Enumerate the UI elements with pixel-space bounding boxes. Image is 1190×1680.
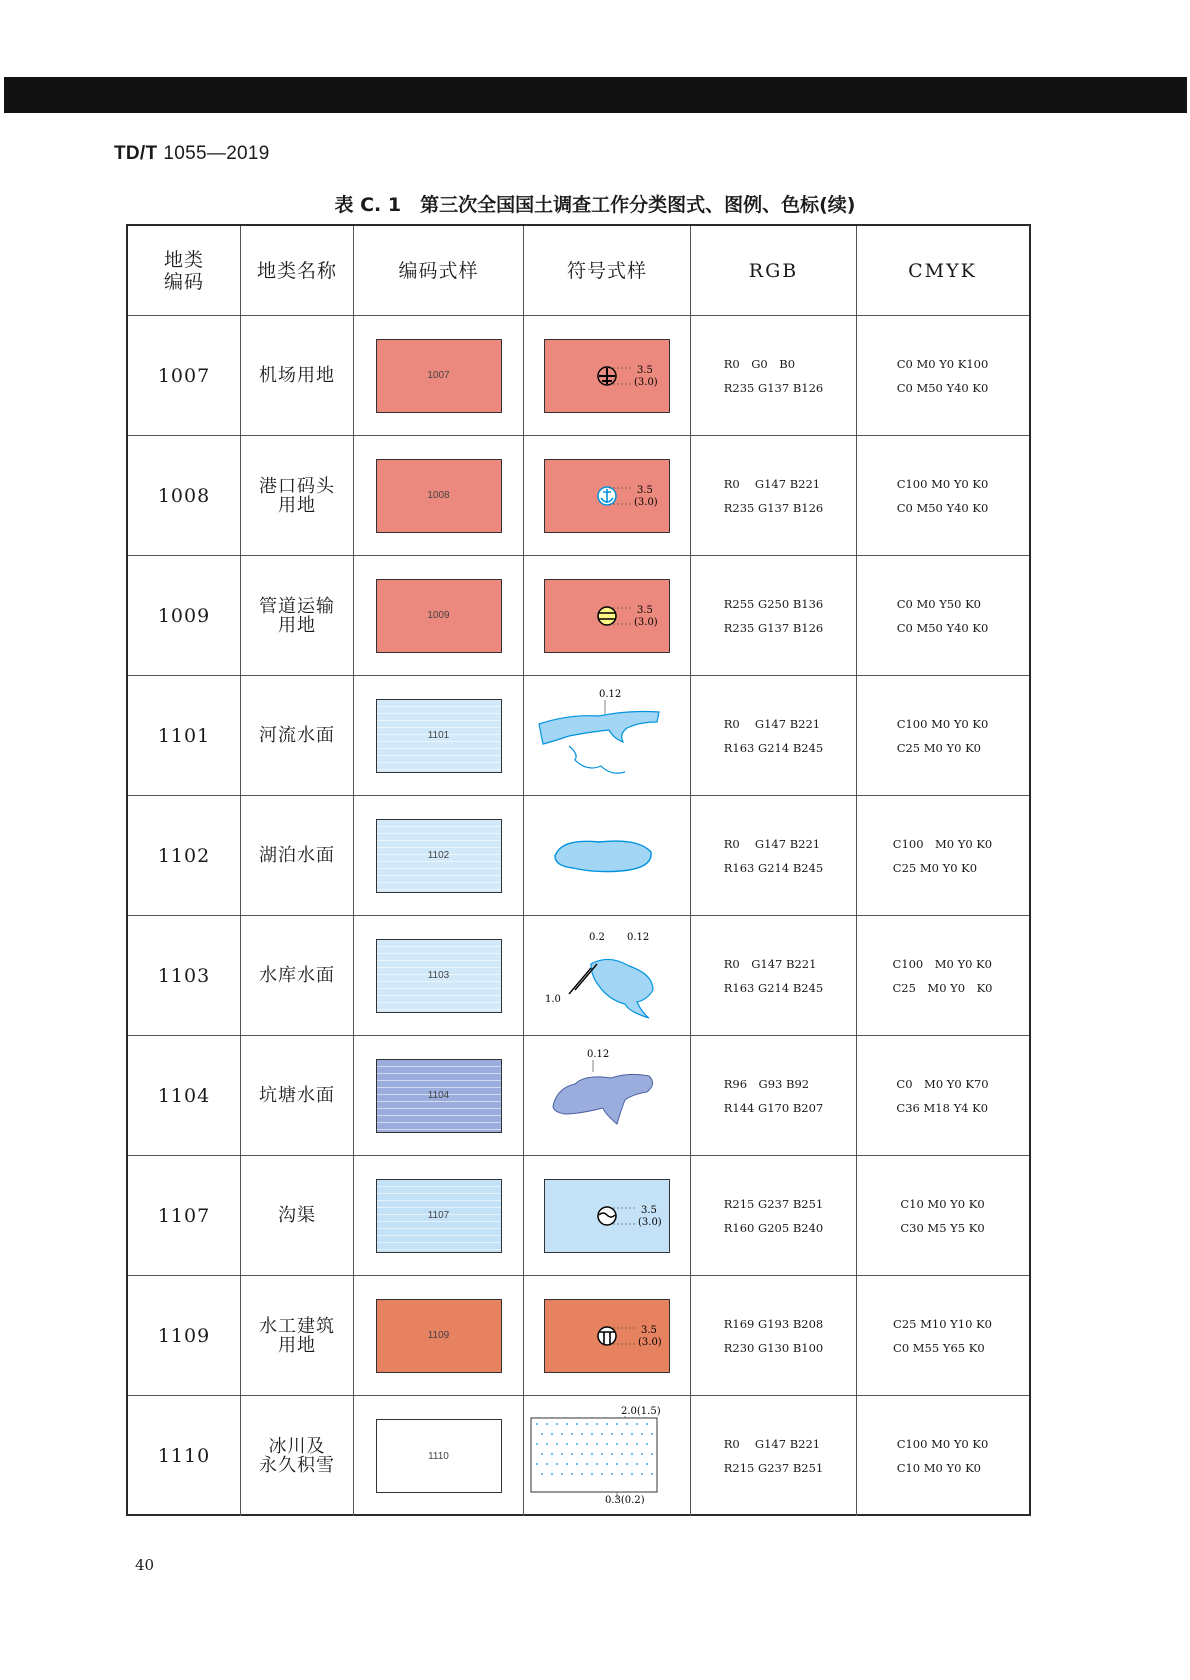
code-style-cell: [354, 1396, 524, 1516]
cmyk-line: C0 M50 Y40 K0: [896, 500, 989, 515]
land-name: 港口码头 用地: [241, 436, 354, 555]
table-row: [128, 1156, 1029, 1276]
land-code: 1102: [128, 796, 241, 915]
symbol-style-cell: [524, 1396, 691, 1516]
land-name: 水工建筑 用地: [241, 1276, 354, 1395]
land-name: 坑塘水面: [241, 1036, 354, 1155]
land-code: 1007: [128, 316, 241, 435]
table-row: [128, 676, 1029, 796]
rgb-line: R160 G205 B240: [723, 1220, 824, 1235]
land-name: 河流水面: [241, 676, 354, 795]
land-code: 1009: [128, 556, 241, 675]
cmyk-line: C0 M0 Y0 K100: [896, 356, 989, 371]
rgb-line: R255 G250 B136: [723, 596, 824, 611]
rgb-line: R169 G193 B208: [723, 1316, 824, 1331]
code-style-cell: [354, 1036, 524, 1155]
cmyk-values: [857, 1276, 1028, 1395]
land-code: 1107: [128, 1156, 241, 1275]
cmyk-line: C25 M10 Y10 K0: [893, 1316, 992, 1331]
cmyk-line: C100 M0 Y0 K0: [896, 476, 989, 491]
symbol-style-cell: [524, 436, 691, 555]
land-name: 冰川及 永久积雪: [241, 1396, 354, 1516]
code-swatch: 1102: [376, 819, 502, 893]
header-code: 地类 编码: [128, 226, 241, 315]
page-number: 40: [135, 1556, 155, 1574]
header-cmyk: CMYK: [908, 259, 977, 282]
rgb-values: [691, 916, 857, 1035]
cmyk-line: C0 M0 Y50 K0: [896, 596, 981, 611]
cmyk-values: [857, 916, 1028, 1035]
cmyk-line: C0 M0 Y0 K70: [896, 1076, 989, 1091]
rgb-line: R230 G130 B100: [723, 1340, 824, 1355]
code-swatch: 1110: [376, 1419, 502, 1493]
cmyk-line: C0 M55 Y65 K0: [893, 1340, 985, 1355]
symbol-swatch: [544, 579, 670, 653]
svg-text:0.3(0.2): 0.3(0.2): [605, 1495, 645, 1504]
cmyk-line: C100 M0 Y0 K0: [896, 716, 989, 731]
rgb-line: R0 G147 B221: [723, 836, 821, 851]
table-row: [128, 436, 1029, 556]
svg-text:3.5: 3.5: [637, 604, 653, 616]
cmyk-line: C100 M0 Y0 K0: [892, 836, 993, 851]
rgb-values: [691, 556, 857, 675]
standard-code: TD/T 1055—2019: [114, 143, 270, 164]
reservoir-icon: [529, 924, 685, 1028]
header-rgb: RGB: [691, 226, 857, 315]
code-swatch: 1107: [376, 1179, 502, 1253]
code-swatch: 1104: [376, 1059, 502, 1133]
code-swatch: 1109: [376, 1299, 502, 1373]
symbol-swatch: [544, 339, 670, 413]
svg-text:0.2: 0.2: [589, 931, 605, 943]
svg-text:3.5: 3.5: [637, 364, 653, 376]
symbol-swatch: [544, 1299, 670, 1373]
symbol-style-cell: [524, 316, 691, 435]
svg-text:(3.0): (3.0): [634, 376, 658, 388]
table-row: [128, 916, 1029, 1036]
rgb-line: R163 G214 B245: [723, 740, 824, 755]
code-style-cell: [354, 556, 524, 675]
rgb-line: R215 G237 B251: [723, 1461, 824, 1475]
svg-text:1.0: 1.0: [545, 993, 561, 1005]
cmyk-values: [857, 796, 1028, 915]
cmyk-line: C25 M0 Y0 K0: [896, 740, 981, 755]
svg-text:(3.0): (3.0): [634, 616, 658, 628]
cmyk-line: C25 M0 Y0 K0: [892, 860, 978, 875]
airport-icon: [545, 340, 669, 416]
rgb-line: R235 G137 B126: [723, 500, 824, 515]
cmyk-values: [857, 1156, 1028, 1275]
svg-text:(3.0): (3.0): [638, 1216, 662, 1228]
rgb-values: [691, 1276, 857, 1395]
code-swatch: 1009: [376, 579, 502, 653]
land-name: 湖泊水面: [241, 796, 354, 915]
cmyk-line: C100 M0 Y0 K0: [896, 1437, 989, 1451]
land-code: 1103: [128, 916, 241, 1035]
table-title: 表 C. 1 第三次全国国土调查工作分类图式、图例、色标(续): [334, 194, 856, 216]
cmyk-values: [857, 1036, 1028, 1155]
svg-text:3.5: 3.5: [641, 1204, 657, 1216]
cmyk-line: C30 M5 Y5 K0: [900, 1220, 985, 1235]
land-code: 1101: [128, 676, 241, 795]
svg-text:(3.0): (3.0): [634, 496, 658, 508]
header-name: 地类名称: [241, 226, 354, 315]
rgb-line: R144 G170 B207: [723, 1100, 824, 1115]
table-row: [128, 316, 1029, 436]
code-swatch: 1103: [376, 939, 502, 1013]
table-row: [128, 1276, 1029, 1396]
table-row: [128, 556, 1029, 676]
table-row: [128, 1396, 1029, 1516]
land-code: 1109: [128, 1276, 241, 1395]
cmyk-line: C10 M0 Y0 K0: [896, 1461, 981, 1475]
rgb-values: [691, 316, 857, 435]
rgb-values: [691, 676, 857, 795]
cmyk-line: C25 M0 Y0 K0: [892, 980, 993, 995]
rgb-line: R0 G147 B221: [723, 476, 821, 491]
land-name: 水库水面: [241, 916, 354, 1035]
cmyk-line: C0 M50 Y40 K0: [896, 620, 989, 635]
pipeline-icon: [545, 580, 669, 656]
land-name: 管道运输 用地: [241, 556, 354, 675]
code-style-cell: [354, 796, 524, 915]
cmyk-values: [857, 436, 1028, 555]
table-header-row: [128, 226, 1029, 316]
land-name: 沟渠: [241, 1156, 354, 1275]
code-swatch: 1101: [376, 699, 502, 773]
cmyk-line: C10 M0 Y0 K0: [900, 1196, 985, 1211]
land-name: 机场用地: [241, 316, 354, 435]
svg-text:2.0(1.5): 2.0(1.5): [621, 1406, 661, 1417]
table-row: [128, 1036, 1029, 1156]
code-swatch: 1008: [376, 459, 502, 533]
classification-table: [126, 224, 1031, 1516]
svg-text:(3.0): (3.0): [638, 1336, 662, 1348]
svg-text:0.12: 0.12: [627, 931, 650, 943]
land-code: 1104: [128, 1036, 241, 1155]
symbol-style-cell: [524, 1036, 691, 1155]
code-swatch: 1007: [376, 339, 502, 413]
ditch-icon: [545, 1180, 669, 1256]
rgb-values: [691, 436, 857, 555]
symbol-style-cell: [524, 1156, 691, 1275]
rgb-line: R0 G0 B0: [723, 356, 796, 371]
symbol-style-cell: [524, 916, 691, 1035]
land-code: 1110: [128, 1396, 241, 1516]
symbol-style-cell: [524, 796, 691, 915]
lake-icon: [529, 804, 685, 908]
land-code: 1008: [128, 436, 241, 555]
table-row: [128, 796, 1029, 916]
header-code-style: 编码式样: [354, 226, 524, 315]
symbol-style-cell: [524, 556, 691, 675]
rgb-values: [691, 1036, 857, 1155]
rgb-values: [691, 1396, 857, 1516]
rgb-line: R215 G237 B251: [723, 1196, 824, 1211]
symbol-swatch: [544, 1179, 670, 1253]
symbol-style-cell: [524, 1276, 691, 1395]
page-header-bar: [4, 77, 1187, 113]
cmyk-values: [857, 316, 1028, 435]
rgb-values: [691, 1156, 857, 1275]
rgb-line: R0 G147 B221: [723, 956, 817, 971]
symbol-style-cell: [524, 676, 691, 795]
rgb-line: R235 G137 B126: [723, 620, 824, 635]
code-style-cell: [354, 316, 524, 435]
rgb-values: [691, 796, 857, 915]
svg-text:3.5: 3.5: [637, 484, 653, 496]
cmyk-line: C0 M50 Y40 K0: [896, 380, 989, 395]
cmyk-values: [857, 556, 1028, 675]
code-style-cell: [354, 436, 524, 555]
glacier-icon: [529, 1404, 685, 1508]
pond-icon: [529, 1044, 685, 1148]
svg-text:0.12: 0.12: [599, 688, 622, 700]
rgb-line: R0 G147 B221: [723, 1437, 821, 1451]
rgb-line: R163 G214 B245: [723, 980, 824, 995]
rgb-line: R163 G214 B245: [723, 860, 824, 875]
hydraulic-icon: [545, 1300, 669, 1376]
svg-text:0.12: 0.12: [587, 1048, 610, 1060]
rgb-line: R0 G147 B221: [723, 716, 821, 731]
anchor-icon: [545, 460, 669, 536]
rgb-line: R96 G93 B92: [723, 1076, 810, 1091]
symbol-swatch: [544, 459, 670, 533]
cmyk-values: [857, 1396, 1028, 1516]
rgb-line: R235 G137 B126: [723, 380, 824, 395]
svg-text:3.5: 3.5: [641, 1324, 657, 1336]
cmyk-line: C36 M18 Y4 K0: [896, 1100, 989, 1115]
cmyk-values: [857, 676, 1028, 795]
code-style-cell: [354, 916, 524, 1035]
cmyk-line: C100 M0 Y0 K0: [892, 956, 992, 971]
code-style-cell: [354, 1156, 524, 1275]
code-style-cell: [354, 676, 524, 795]
header-symbol-style: 符号式样: [524, 226, 691, 315]
river-icon: [529, 684, 685, 788]
code-style-cell: [354, 1276, 524, 1395]
